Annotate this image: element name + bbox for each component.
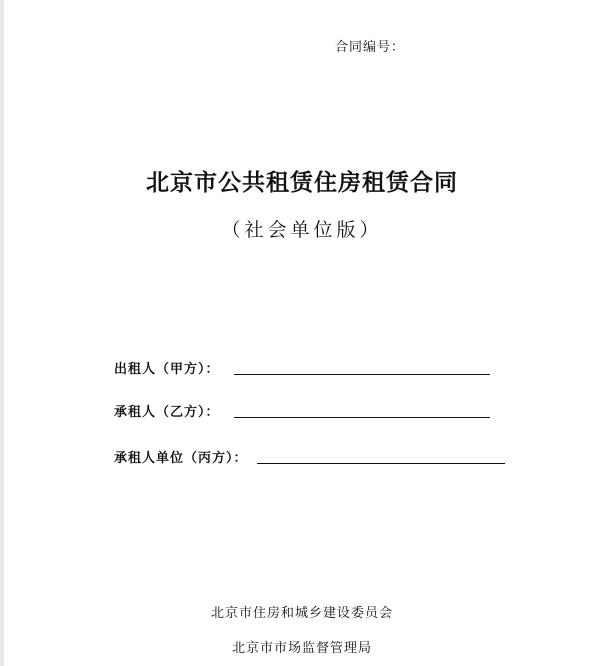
- issuer-market-regulation-bureau: 北京市市场监督管理局: [231, 641, 372, 656]
- contract-number-label: 合同编号：: [335, 40, 406, 55]
- contract-cover-page: [4, 0, 600, 666]
- party-lessee-employer-blank-line: [257, 463, 505, 464]
- party-lessee-label: 承租人（乙方）：: [114, 405, 220, 420]
- party-lessor-row: [114, 357, 490, 377]
- party-lessee-row: [114, 400, 490, 420]
- party-lessee-blank-line: [234, 417, 490, 418]
- edition-subtitle: （社会单位版）: [221, 219, 383, 241]
- issuer-housing-commission: 北京市住房和城乡建设委员会: [210, 606, 393, 621]
- party-lessee-employer-label: 承租人单位（丙方）：: [114, 451, 248, 466]
- page-title: 北京市公共租赁住房租赁合同: [146, 170, 458, 196]
- party-lessor-label: 出租人（甲方）：: [114, 362, 220, 377]
- party-lessee-employer-row: [114, 446, 505, 466]
- party-lessor-blank-line: [234, 374, 490, 375]
